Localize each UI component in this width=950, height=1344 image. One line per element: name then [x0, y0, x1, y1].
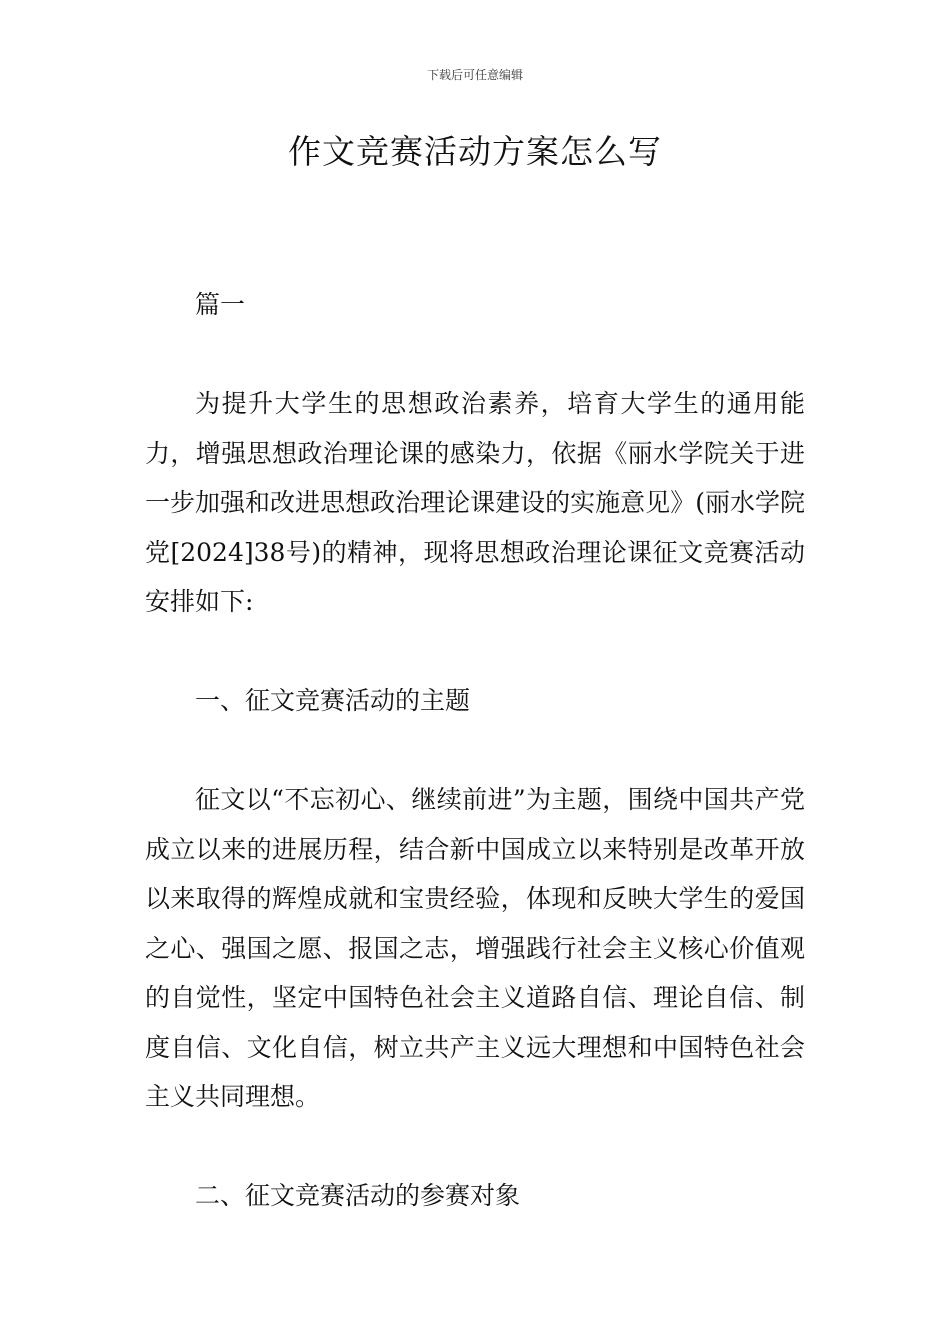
spacer	[145, 726, 805, 776]
section1-paragraph: 征文以“不忘初心、继续前进”为主题，围绕中国共产党成立以来的进展历程，结合新中国成立以来特别是改革开放以来取得的辉煌成就和宝贵经验，体现和反映大学生的爱国之心、强国之愿、报国之志，增强践行社会主义核心价值观的自觉性，坚定中国特色社会主义道路自信、理论自信、制度自信、文化自信，树立共产主义远大理想和中国特色社会主义共同理想。	[145, 785, 805, 1111]
part-label: 篇一	[195, 290, 246, 319]
header-note: 下载后可任意编辑	[426, 68, 523, 82]
spacer	[145, 627, 805, 677]
intro-paragraph: 为提升大学生的思想政治素养，培育大学生的通用能力，增强思想政治理论课的感染力，依据《丽水学院关于进一步加强和改进思想政治理论课建设的实施意见》(丽水学院党[2024]38号)的精神，现将思想政治理论课征文竞赛活动安排如下:	[145, 389, 805, 616]
spacer	[145, 330, 805, 380]
section2-heading: 二、征文竞赛活动的参赛对象	[195, 1181, 521, 1210]
document-title: 作文竞赛活动方案怎么写	[288, 132, 662, 171]
spacer	[145, 1122, 805, 1172]
document-body	[145, 280, 805, 1221]
section1-heading: 一、征文竞赛活动的主题	[195, 686, 471, 715]
